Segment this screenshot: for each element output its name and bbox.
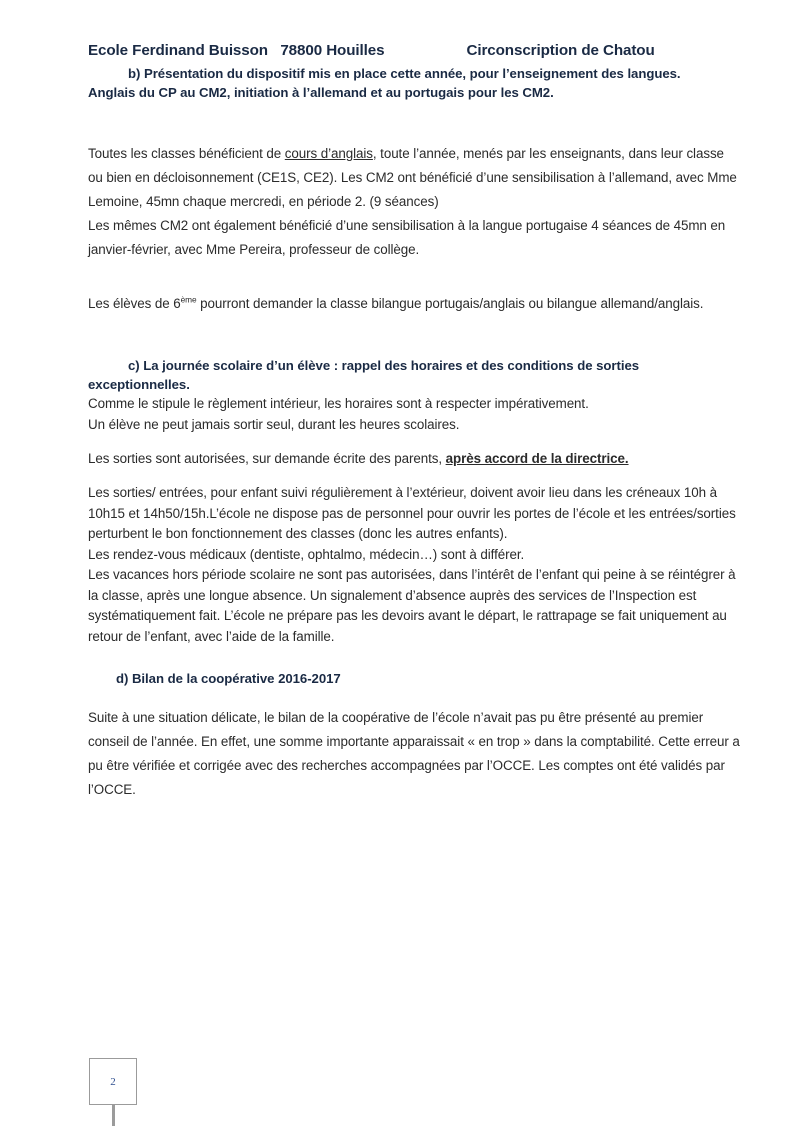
section-b-paragraph-2: Les mêmes CM2 ont également bénéficié d’une sensibilisation à la langue portugaise 4 séances de 45mn en janvier-février, avec Mme Pereira, professeur de collège. bbox=[88, 218, 726, 257]
document-content bbox=[88, 42, 740, 802]
section-b-heading bbox=[88, 64, 740, 102]
spacer-before-section-c bbox=[88, 316, 740, 356]
school-name-heading: Ecole Ferdinand Buisson 78800 Houilles bbox=[88, 42, 385, 59]
spacer-before-section-d bbox=[88, 647, 740, 669]
ordinal-superscript-eme: ème bbox=[180, 294, 197, 305]
section-d-paragraph: Suite à une situation délicate, le bilan de la coopérative de l’école n’avait pas pu être présenté au premier conseil de l’année. En effet, une somme importante apparaissait « en trop » dans la comptabilité. Cette erreur a pu être vérifiée et corrigée avec des recherches accompagnées par l’OCCE. Les comptes ont été validés par l’OCCE. bbox=[88, 710, 740, 797]
section-d-heading bbox=[88, 669, 740, 688]
spacer-before-creneaux bbox=[88, 471, 740, 483]
apres-accord-directrice-emphasis: après accord de la directrice. bbox=[445, 451, 629, 466]
section-b-paragraph-3 bbox=[88, 292, 740, 316]
section-b-heading-line1: b) Présentation du dispositif mis en place cette année, pour l’enseignement des langues. bbox=[128, 66, 681, 81]
spacer-before-sorties bbox=[88, 435, 740, 447]
spacer-after-section-b-heading bbox=[88, 102, 740, 142]
paragraph-b3-text-before-superscript: Les élèves de 6 bbox=[88, 296, 181, 311]
section-c-vacances-paragraph: Les vacances hors période scolaire ne sont pas autorisées, dans l’intérêt de l’enfant qui peine à se réintégrer à la classe, après une longue absence. Un signalement d’absence auprès des services de l’Inspection est systématiquement fait. L’école ne prépare pas les devoirs avant le départ, le rattrapage se fait uniquement au retour de l’enfant, avec l’aide de la famille. bbox=[88, 567, 736, 644]
page-marker-stem-line bbox=[112, 1105, 115, 1126]
section-c-heading-line1: c) La journée scolaire d’un élève : rappel des horaires et des conditions de sorties bbox=[128, 358, 640, 373]
cours-danglais-underlined-text: cours d’anglais bbox=[284, 146, 373, 161]
page-number-value: 2 bbox=[110, 1075, 116, 1088]
section-c-creneaux-paragraph: Les sorties/ entrées, pour enfant suivi régulièrement à l’extérieur, doivent avoir lieu dans les créneaux 10h à 10h15 et 14h50/15h.L’école ne dispose pas de personnel pour ouvrir les portes de l’école et les entrées/sorties perturbent le bon fonctionnement des classes (donc les autres enfants). bbox=[88, 485, 736, 541]
section-d-heading-text: d) Bilan de la coopérative 2016-2017 bbox=[116, 671, 341, 686]
page-number-marker-box bbox=[89, 1058, 137, 1105]
section-c-medical-appointments-line: Les rendez-vous médicaux (dentiste, ophtalmo, médecin…) sont à différer. bbox=[88, 546, 525, 562]
section-b-paragraph-1 bbox=[88, 142, 740, 214]
document-header bbox=[88, 42, 740, 59]
paragraph-b3-text-after-superscript: pourront demander la classe bilangue portugais/anglais ou bilangue allemand/anglais. bbox=[196, 296, 704, 311]
section-c-heading bbox=[88, 356, 740, 394]
spacer-after-section-d-heading bbox=[88, 688, 740, 706]
spacer-before-6eme-paragraph bbox=[88, 262, 740, 292]
section-c-rules-line: Comme le stipule le règlement intérieur, les horaires sont à respecter impérativement. bbox=[88, 396, 589, 411]
paragraph-b1-text-after-link: , toute l’année, menés par les enseignants, dans leur classe ou bien en décloisonnement (CE1S, CE2). Les CM2 ont bénéficié d’une sensibilisation à l’allemand, avec Mme Lemoine, 45mn chaque mercredi, en période 2. (9 séances) bbox=[88, 146, 737, 209]
section-c-heading-line2: exceptionnelles. bbox=[88, 377, 190, 392]
section-c-red-warning: Un élève ne peut jamais sortir seul, durant les heures scolaires. bbox=[88, 416, 460, 432]
section-b-heading-line2: Anglais du CP au CM2, initiation à l’allemand et au portugais pour les CM2. bbox=[88, 85, 554, 100]
circonscription-heading: Circonscription de Chatou bbox=[466, 42, 655, 59]
paragraph-b1-text-before-link: Toutes les classes bénéficient de bbox=[88, 146, 285, 161]
section-c-sorties-paragraph bbox=[88, 447, 740, 471]
sorties-text-before-emphasis: Les sorties sont autorisées, sur demande écrite des parents, bbox=[88, 451, 446, 466]
